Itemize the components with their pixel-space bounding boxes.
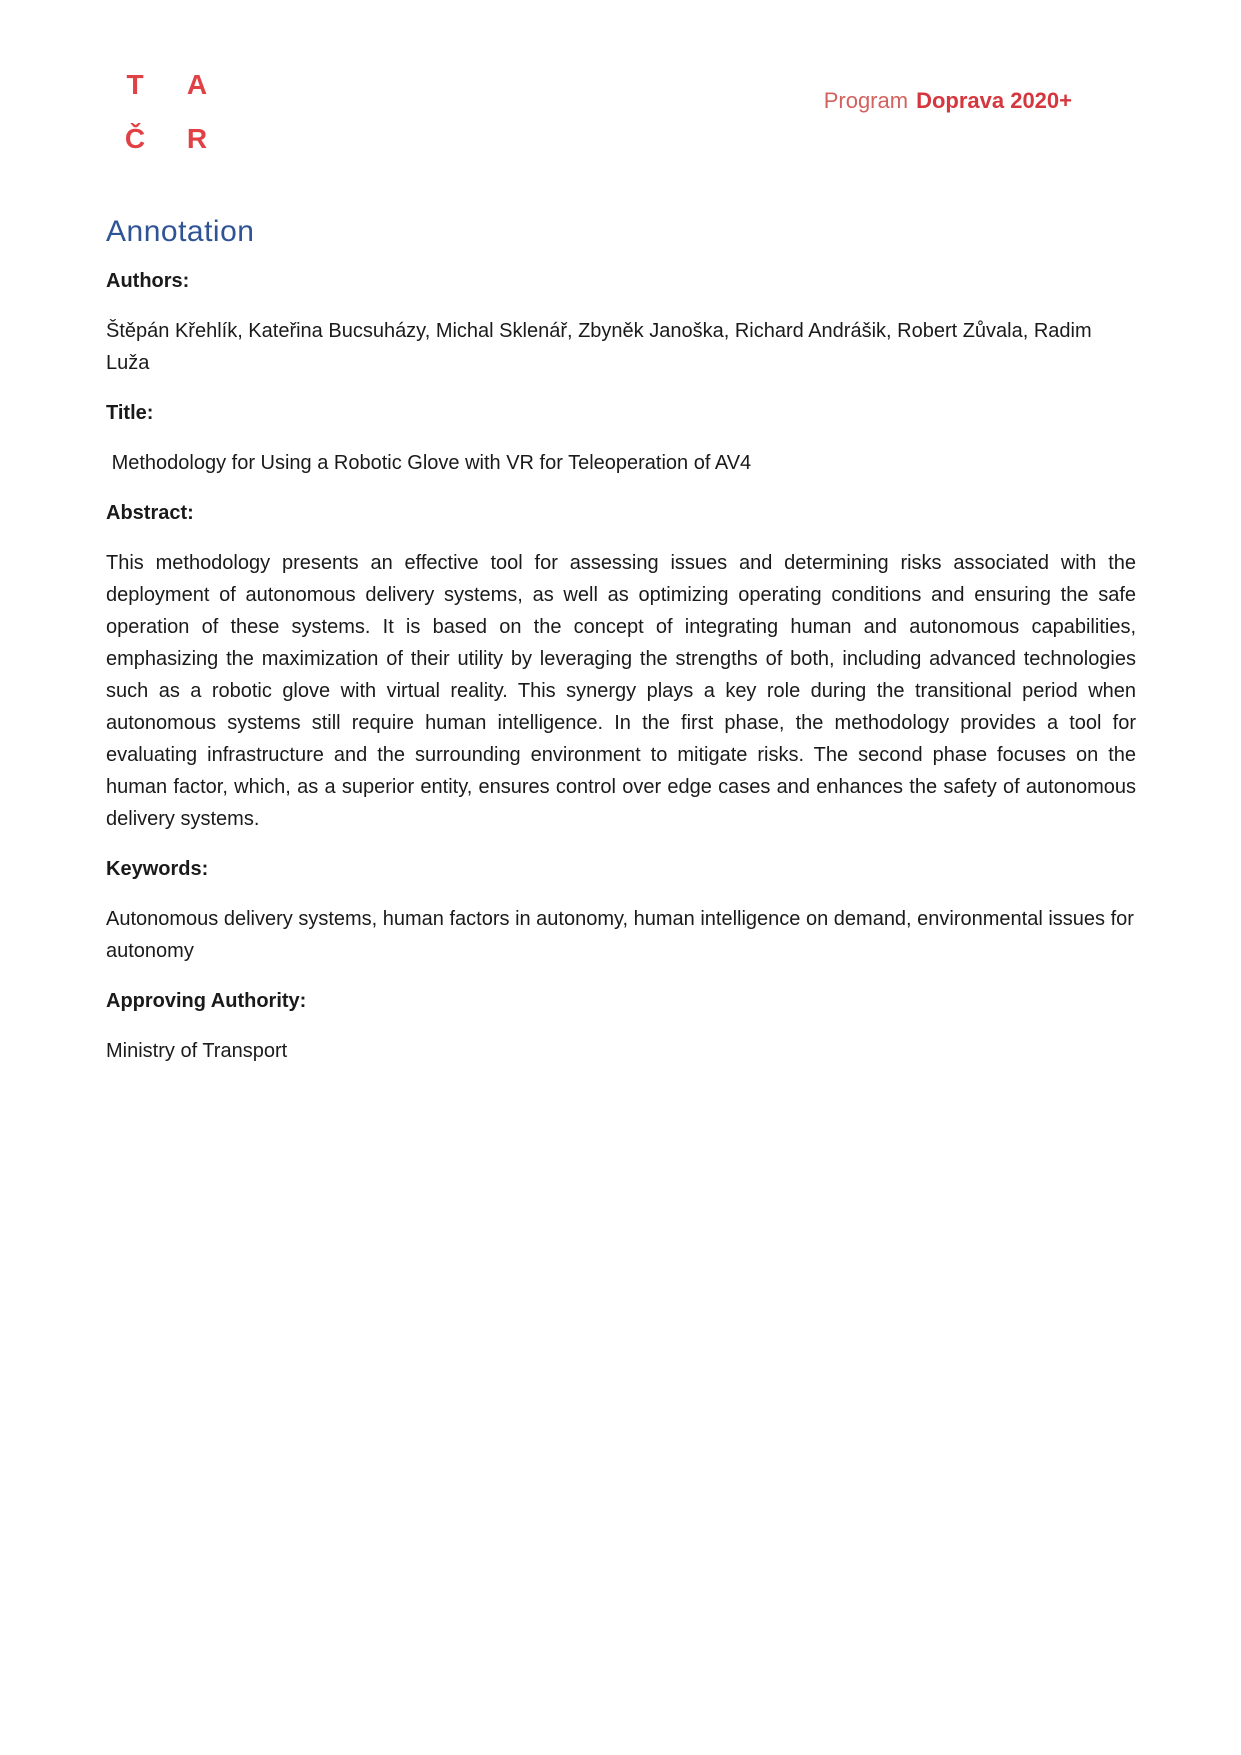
logo-letter-a: A: [186, 69, 208, 100]
logo-letter-c: Č: [124, 123, 146, 154]
program-label: Program: [823, 88, 909, 113]
keywords-label: Keywords:: [106, 858, 209, 880]
page-title: Annotation: [106, 215, 255, 248]
program-name: Doprava 2020+: [916, 88, 1072, 113]
authors-text: Štěpán Křehlík, Kateřina Bucsuházy, Michal Sklenář, Zbyněk Janoška, Richard Andrášik, Robert Zůvala, Radim Luža: [106, 320, 1092, 374]
program-header: [824, 88, 1072, 114]
abstract-label: Abstract:: [106, 502, 194, 524]
authors-label: Authors:: [106, 270, 190, 292]
approving-authority-label: Approving Authority:: [106, 990, 307, 1012]
annotation-content: [106, 212, 1136, 1085]
keywords-text: Autonomous delivery systems, human factors in autonomy, human intelligence on demand, environmental issues for autonomy: [106, 908, 1134, 962]
title-text: Methodology for Using a Robotic Glove with VR for Teleoperation of AV4: [106, 452, 752, 474]
approving-authority-text: Ministry of Transport: [106, 1040, 288, 1062]
logo-letter-t: T: [126, 69, 144, 100]
logo-letter-r: R: [186, 123, 208, 154]
abstract-text: This methodology presents an effective tool for assessing issues and determining risks associated with the deployment of autonomous delivery systems, as well as optimizing operating conditions and ensuring the safe operation of these systems. It is based on the concept of integrating human and autonomous capabilities, emphasizing the maximization of their utility by leveraging the strengths of both, including advanced technologies such as a robotic glove with virtual reality. This synergy plays a key role during the transitional period when autonomous systems still require human intelligence. In the first phase, the methodology provides a tool for evaluating infrastructure and the surrounding environment to mitigate risks. The second phase focuses on the human factor, which, as a superior entity, ensures control over edge cases and enhances the safety of autonomous delivery systems.: [106, 552, 1136, 830]
tacr-logo: [104, 58, 228, 166]
title-label: Title:: [106, 402, 154, 424]
